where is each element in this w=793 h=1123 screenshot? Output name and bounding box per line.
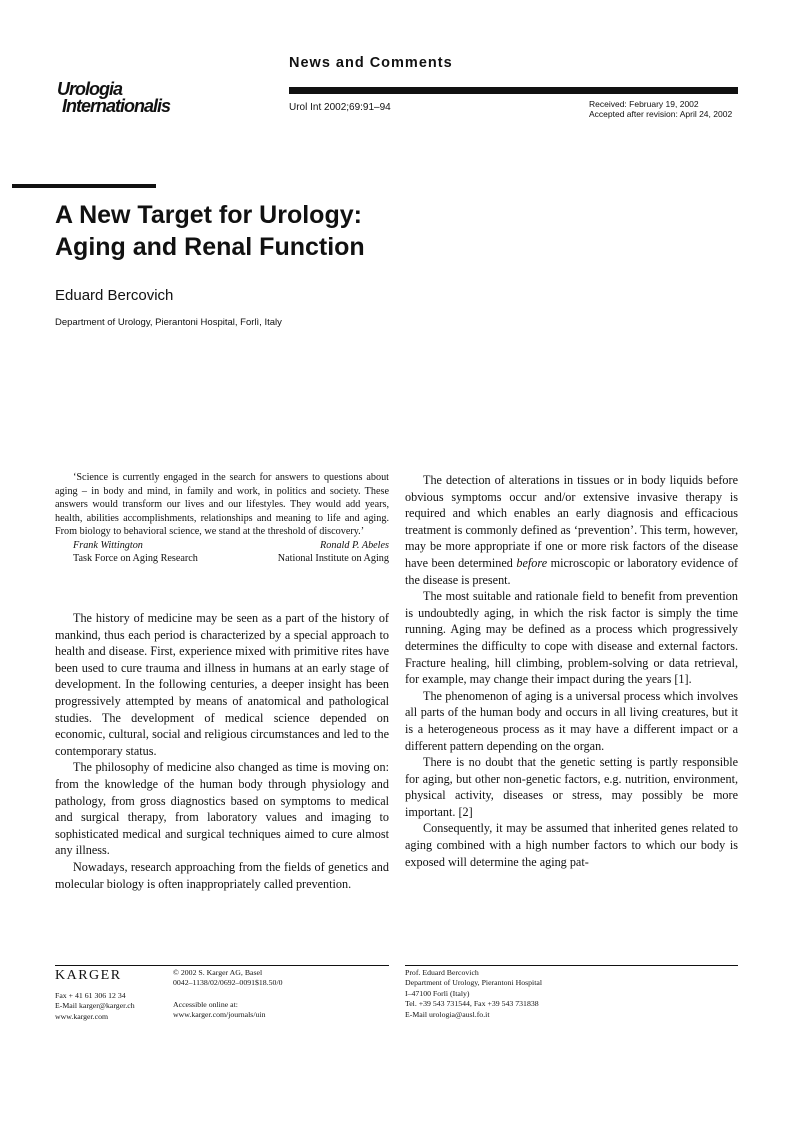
accepted-date: Accepted after revision: April 24, 2002 [589, 109, 733, 119]
publisher-website[interactable]: www.karger.com [55, 1011, 109, 1021]
issn-line: 0042–1138/02/0692–0091$18.50/0 [173, 978, 283, 988]
epigraph-signature-names [55, 539, 389, 553]
paragraph: The phenomenon of aging is a universal process which involves all parts of the human body and occurs in all living creatures, but it is a heterogeneous process as it may have a different impact or a different pattern depending on the organ. [405, 688, 738, 753]
received-dates [589, 99, 732, 119]
epigraph [55, 471, 389, 566]
paragraph-text: The detection of alterations in tissues or in body liquids before obvious symptoms occur and/or extensive invasive therapy is required and which enables an early diagnosis and efficacious treatment is commonly defined as ‘prevention’. This term, however, may be more appropriate if one or more risk factors of the disease have been determined [405, 473, 738, 570]
paragraph: There is no doubt that the genetic setting is partly responsible for aging, but other non-genetic factors, e.g. nutrition, environment, physical activity, diseases or stress, may possibly be more important. [2] [405, 755, 738, 819]
body-column-left [55, 610, 389, 892]
paragraph: Consequently, it may be assumed that inherited genes related to aging combined with a high number factors to which our body is exposed will determine the aging pat- [405, 821, 738, 869]
title-line2: Aging and Renal Function [55, 233, 365, 261]
publisher-email[interactable]: E-Mail karger@karger.ch [55, 1001, 135, 1011]
paragraph: The most suitable and rationale field to benefit from prevention is undoubtedly aging, in which the risk factor is simply the time running. Aging may be defined as a process which progressively determines the difficulty to cope with disease and external factors. Fracture healing, hill climbing, problem-solving or data retrieval, for example, may change their impact during the years [1]. [405, 589, 738, 687]
title-rule [12, 184, 156, 188]
citation: Urol Int 2002;69:91–94 [289, 102, 391, 113]
address-phone: Tel. +39 543 731544, Fax +39 543 731838 [405, 999, 539, 1009]
header-rule [289, 87, 738, 94]
emphasis-text: before [516, 555, 548, 570]
paragraph: The history of medicine may be seen as a part of the history of mankind, thus each period is characterized by a special approach to health and disease. First, experience mixed with primitive rites have been used to cure trauma and illness in humans at an early stage of development. In the following centuries, a deeper insight has been progressively attempted by means of anatomical and pathological studies. The development of medical science depended on economic, cultural, social and religious circumstances and led to the contemporary status. [55, 611, 389, 758]
paragraph [405, 472, 738, 588]
author-affiliation: Department of Urology, Pierantoni Hospital, Forlì, Italy [55, 317, 282, 328]
received-date: Received: February 19, 2002 [589, 99, 699, 109]
copyright-block [173, 968, 283, 989]
article-title [55, 199, 655, 263]
paragraph-text: microscopic or laboratory evidence of the disease is present. [405, 555, 738, 587]
publisher-fax: Fax + 41 61 306 12 34 [55, 991, 126, 1000]
paragraph: Nowadays, research approaching from the fields of genetics and molecular biology is often inappropriately called prevention. [55, 859, 389, 891]
journal-logo-line1: Urologia [57, 79, 123, 99]
address-department: Department of Urology, Pierantoni Hospital [405, 978, 542, 988]
footer-rule-left [55, 965, 389, 966]
access-url[interactable]: www.karger.com/journals/uin [173, 1010, 266, 1020]
body-column-right [405, 472, 738, 870]
epigraph-signature-orgs [55, 552, 389, 566]
publisher-contact [55, 991, 135, 1022]
access-label: Accessible online at: [173, 1000, 238, 1009]
journal-logo-line2: Internationalis [62, 96, 171, 116]
epigraph-org-1: Task Force on Aging Research [73, 553, 198, 564]
title-line1: A New Target for Urology: [55, 201, 362, 229]
online-access [173, 1000, 265, 1021]
author-name: Eduard Bercovich [55, 287, 174, 304]
address-city: I–47100 Forlì (Italy) [405, 988, 470, 998]
address-name: Prof. Eduard Bercovich [405, 968, 479, 977]
footer-rule-right [405, 965, 738, 966]
section-label: News and Comments [289, 55, 453, 71]
paragraph: The philosophy of medicine also changed as time is moving on: from the knowledge of the human body through physiology and pathology, from gross diagnostics based on symptoms to medical and surgical therapy, from laboratory values and imaging to sophisticated medical and surgical techniques aimed to cure almost any illness. [55, 760, 389, 858]
epigraph-quote: ‘Science is currently engaged in the search for answers to questions about aging – in body and mind, in family and work, in politics and society. These answers would transform our lives and our lifestyles. They would add years, health, abilities accomplishments, relationships and meaning to life and aging. From biology to behavioral science, we stand at the threshold of discovery.’ [55, 472, 389, 537]
address-email[interactable]: E-Mail urologia@ausl.fo.it [405, 1009, 490, 1019]
publisher-logo: KARGER [55, 968, 122, 983]
correspondence-address [405, 968, 542, 1020]
epigraph-org-2: National Institute on Aging [277, 553, 389, 564]
epigraph-author-1: Frank Wittington [73, 539, 143, 551]
copyright-line: © 2002 S. Karger AG, Basel [173, 968, 263, 977]
epigraph-author-2: Ronald P. Abeles [320, 539, 389, 551]
